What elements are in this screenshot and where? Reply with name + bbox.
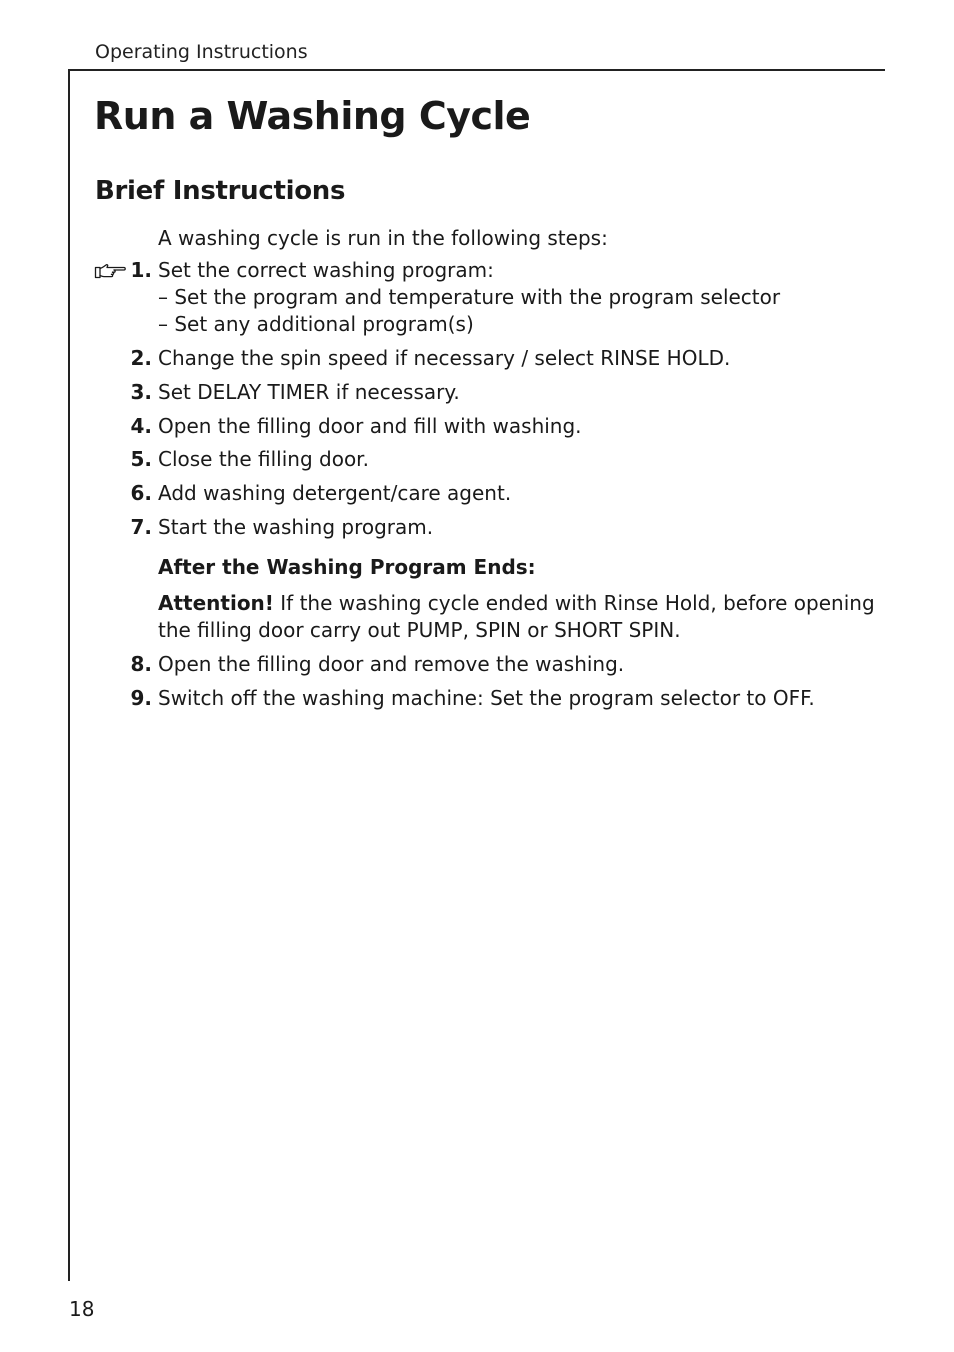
- step-number: 6.: [130, 481, 152, 505]
- attention-note: [158, 590, 875, 617]
- step-subitem: – Set any additional program(s): [158, 312, 474, 336]
- step-subitem: – Set the program and temperature with the program selector: [158, 285, 781, 309]
- intro-text: A washing cycle is run in the following steps:: [158, 226, 608, 250]
- step-text: Set DELAY TIMER if necessary.: [158, 380, 460, 404]
- step-number: 9.: [130, 686, 152, 710]
- step-number: 4.: [130, 414, 152, 438]
- section-title: Brief Instructions: [95, 176, 346, 206]
- running-header: Operating Instructions: [95, 41, 308, 63]
- step-text: Close the filling door.: [158, 447, 369, 471]
- page-number: 18: [69, 1297, 95, 1321]
- step-text: Add washing detergent/care agent.: [158, 481, 512, 505]
- step-number: 2.: [130, 346, 152, 370]
- step-number: 3.: [130, 380, 152, 404]
- header-rule: [69, 69, 885, 71]
- page-title: Run a Washing Cycle: [94, 94, 531, 138]
- step-text: Open the filling door and fill with washing.: [158, 414, 582, 438]
- step-text: Open the filling door and remove the washing.: [158, 652, 625, 676]
- step-text: Switch off the washing machine: Set the program selector to OFF.: [158, 686, 815, 710]
- attention-text: If the washing cycle ended with Rinse Hold, before opening: [280, 591, 875, 615]
- step-number: 7.: [130, 515, 152, 539]
- step-number: 1.: [130, 258, 152, 282]
- step-number: 5.: [130, 447, 152, 471]
- step-text: Set the correct washing program:: [158, 258, 494, 282]
- after-program-heading: After the Washing Program Ends:: [158, 555, 536, 579]
- margin-rule: [68, 69, 70, 1281]
- step-number: 8.: [130, 652, 152, 676]
- step-text: Change the spin speed if necessary / select RINSE HOLD.: [158, 346, 731, 370]
- step-text: Start the washing program.: [158, 515, 434, 539]
- attention-text-continued: the filling door carry out PUMP, SPIN or SHORT SPIN.: [158, 618, 681, 642]
- attention-label: Attention!: [158, 591, 274, 615]
